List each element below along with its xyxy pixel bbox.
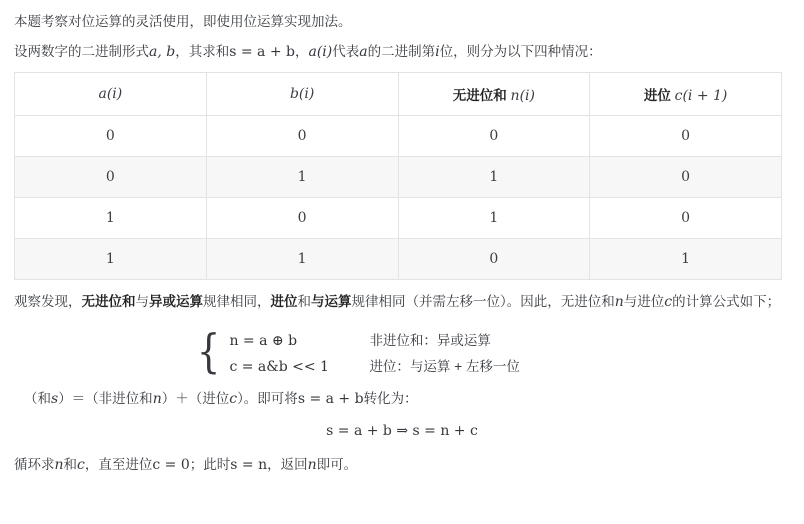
table-header-bi [206, 73, 398, 116]
table-cell: 1 [590, 239, 782, 280]
main-formula: s = a + b ⇒ s = n + c [326, 423, 478, 440]
table-row [15, 198, 782, 239]
close-math-c: c [77, 457, 85, 474]
table-row [15, 239, 782, 280]
equation-row [229, 329, 519, 349]
table-cell: 0 [15, 157, 207, 198]
conv-seg-3: ）＋（进位 [161, 390, 230, 406]
equation-rows [229, 329, 519, 375]
table-header-carry [590, 73, 782, 116]
table-header-row [15, 73, 782, 116]
intro-math-ai: a(i) [308, 43, 333, 60]
conversion-paragraph [14, 387, 790, 412]
header-math-ci1: c(i + 1) [674, 88, 728, 105]
equation-math-c: c = a&b << 1 [229, 358, 329, 375]
close-seg-3: ，直至进位 [84, 457, 153, 473]
closing-paragraph [14, 453, 790, 478]
intro-line-1 [14, 10, 790, 34]
obs-bold-and: 与运算 [311, 294, 352, 310]
equation-desc-c: 进位：与运算 + 左移一位 [369, 358, 520, 374]
conv-seg-1: （和 [24, 390, 51, 406]
intro-seg-a: 设两数字的二进制形式 [14, 43, 149, 59]
table-cell: 0 [398, 239, 590, 280]
close-math-n: n [54, 457, 64, 474]
table-cell: 0 [590, 116, 782, 157]
table-body [15, 116, 782, 280]
table-head [15, 73, 782, 116]
header-math-ni: n(i) [510, 88, 535, 105]
conv-seg-2: ）＝（非进位和 [58, 390, 153, 406]
close-seg-1: 循环求 [14, 457, 55, 473]
close-seg-2: 和 [63, 457, 78, 473]
intro-math-sum: s = a + b [229, 43, 295, 60]
obs-bold-no-carry-sum: 无进位和 [81, 294, 136, 310]
conv-math-n: n [152, 390, 162, 407]
obs-math-c: c [664, 294, 673, 311]
obs-bold-xor: 异或运算 [149, 294, 203, 310]
intro-math-ab: a, b [149, 43, 176, 60]
conv-seg-4: ）。即可将 [237, 390, 298, 406]
obs-seg-4: 和 [297, 294, 311, 310]
table-cell: 0 [206, 116, 398, 157]
table-row [15, 157, 782, 198]
equation-system [14, 324, 790, 379]
intro-seg-e: 的二进制第 [367, 43, 436, 59]
equation-math-n: n = a ⊕ b [229, 332, 298, 349]
close-math-s-n: s = n [230, 457, 268, 474]
table-cell: 1 [206, 239, 398, 280]
table-cell: 0 [590, 157, 782, 198]
table-cell: 1 [206, 157, 398, 198]
close-seg-4: ；此时 [189, 457, 231, 473]
obs-seg-7: 的计算公式如下； [672, 294, 781, 310]
obs-seg-3: 规律相同， [203, 294, 271, 310]
intro-line-2 [14, 40, 790, 65]
truth-table [14, 72, 782, 280]
close-seg-5: ，返回 [267, 457, 308, 473]
obs-math-n: n [614, 294, 624, 311]
table-cell: 0 [590, 198, 782, 239]
header-math-bi: b(i) [289, 86, 315, 103]
table-cell: 1 [398, 157, 590, 198]
table-header-ai [15, 73, 207, 116]
intro-seg-b: ，其求和 [175, 43, 230, 59]
header-label-no-carry-sum: 无进位和 [452, 88, 507, 104]
obs-bold-carry: 进位 [270, 294, 298, 310]
intro-line-1-text: 本题考察对位运算的灵活使用，即使用位运算实现加法。 [14, 14, 352, 29]
equation-desc-n: 非进位和：异或运算 [369, 332, 491, 348]
intro-seg-f: 位，则分为以下四种情况： [439, 43, 602, 59]
header-math-ai: a(i) [98, 86, 123, 103]
obs-seg-5: 规律相同（并需左移一位）。因此，无进位和 [351, 294, 615, 310]
table-row [15, 116, 782, 157]
obs-seg-6: 与进位 [623, 294, 665, 310]
conv-seg-5: 转化为： [363, 390, 418, 406]
obs-seg-2: 与 [135, 294, 149, 310]
conv-math-s: s [51, 390, 59, 407]
close-math-c-zero: c = 0 [152, 457, 190, 474]
close-seg-6: 即可。 [316, 457, 358, 473]
intro-math-a: a [359, 43, 368, 60]
conv-math-c: c [229, 390, 238, 407]
table-header-no-carry-sum [398, 73, 590, 116]
intro-seg-c: ， [294, 43, 309, 59]
close-math-n2: n [307, 457, 317, 474]
equation-row [229, 355, 519, 375]
intro-seg-d: 代表 [332, 43, 360, 59]
table-cell: 0 [398, 116, 590, 157]
left-brace-icon: { [197, 324, 221, 379]
table-cell: 0 [206, 198, 398, 239]
observation-paragraph [14, 290, 790, 315]
conv-math-sum: s = a + b [297, 390, 364, 407]
header-label-carry: 进位 [643, 88, 671, 104]
intro-math-i: i [435, 43, 440, 60]
table-cell: 1 [15, 198, 207, 239]
brace-group [194, 324, 520, 379]
table-cell: 0 [15, 116, 207, 157]
table-cell: 1 [398, 198, 590, 239]
obs-seg-1: 观察发现， [14, 294, 82, 310]
table-cell: 1 [15, 239, 207, 280]
